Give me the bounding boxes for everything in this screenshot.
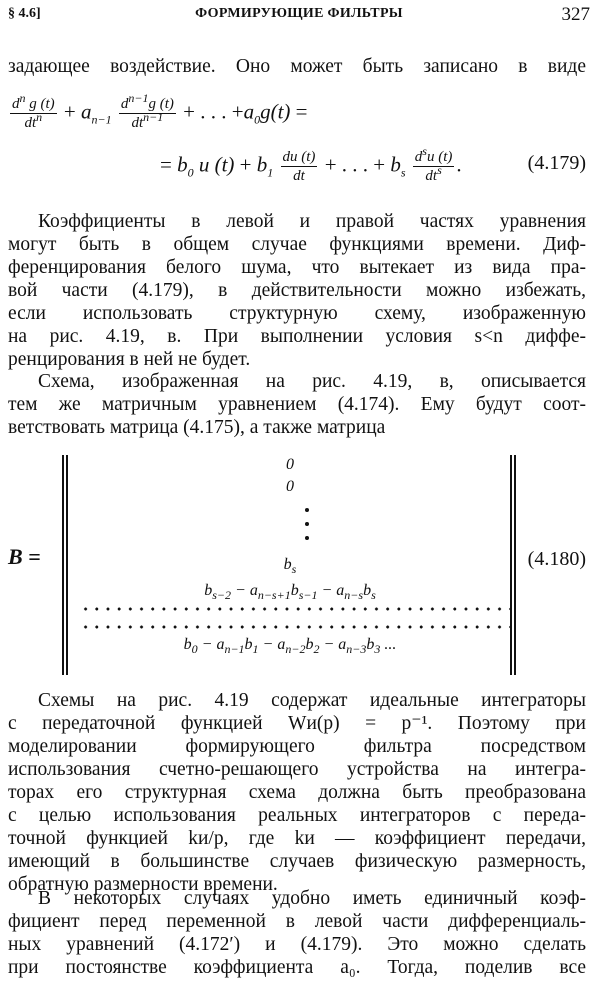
intro-line: задающее воздействие. Оно может быть записано в виде [8, 56, 586, 77]
page-number: 327 [561, 4, 590, 25]
para4-line: при постоянстве коэффициента a₀. Тогда, поделив все [8, 957, 586, 978]
matrix-label: B = [8, 544, 41, 569]
matrix-row: 0 [286, 478, 294, 495]
matrix-row: 0 [286, 456, 294, 473]
matrix-left-bar [62, 455, 68, 675]
para3-line: Схемы на рис. 4.19 содержат идеальные интеграторы [38, 690, 586, 711]
para3-line: точной функцией kи/p, где kи — коэффициент передачи, [8, 828, 586, 849]
para1-line: на рис. 4.19, в. При выполнении условия s<n диффе- [8, 326, 586, 347]
matrix-vdot [305, 508, 309, 512]
equation-4179-line1: $\frac{d^n g (t)}{dt^n}$ + $a_{n-1}$ $\frac{d^{n-1}g (t)}{dt^{n-1}}$ + . . . $+a_0g(t)$ = [12, 91, 308, 131]
para1-line: ференцирования белого шума, что вытекает из вида пра- [8, 257, 586, 278]
para1-line: если использовать структурную схему, изображенную [8, 303, 586, 324]
equation-number-4179: (4.179) [527, 152, 586, 174]
section-number: § 4.6] [8, 6, 41, 21]
para2-line: Схема, изображенная на рис. 4.19, в, описывается [38, 371, 586, 392]
matrix-dot-row [80, 625, 510, 629]
chapter-title: ФОРМИРУЮЩИЕ ФИЛЬТРЫ [195, 6, 403, 21]
para4-line: В некоторых случаях удобно иметь единичный коэф- [38, 888, 586, 909]
para3-line: моделировании формирующего фильтра посредством [8, 736, 586, 757]
para3-line: с целью использования реальных интеграторов с переда- [8, 805, 586, 826]
para3-line: с передаточной функцией Wи(p) = p⁻¹. Поэтому при [8, 713, 586, 734]
matrix-right-bar [510, 455, 516, 675]
matrix-row-bs: $b_s$ [283, 556, 297, 577]
matrix-row-bs2: $b_{s-2} - a_{n-s+1}b_{s-1} - a_{n-s}b_s$ [204, 582, 376, 603]
para3-line: имеющий в большинстве случаев физическую размерность, [8, 851, 586, 872]
para3-line: обратную размерности времени. [8, 874, 278, 895]
para2-line: тем же матричным уравнением (4.174). Ему будут соот- [8, 394, 586, 415]
equation-number-4180: (4.180) [527, 548, 586, 570]
para1-line: могут быть в общем случае функциями времени. Диф- [8, 234, 586, 255]
matrix-row-b0: $b_0 - a_{n-1}b_1 - a_{n-2}b_2 - a_{n-3}b_3$ ... [183, 636, 397, 657]
matrix-dot-row [80, 607, 510, 611]
para1-line: Коэффициенты в левой и правой частях уравнения [38, 211, 586, 232]
para1-line: ренцирования в ней не будет. [8, 349, 251, 370]
para4-line: фициент перед переменной в левой части дифференциаль- [8, 911, 586, 932]
equation-4179-line2: = $b_0$ u $(t) + b_1$ $\frac{du (t)}{dt}$ + . . . + $b_s$ $\frac{d^su (t)}{dt^s}$ . [160, 144, 462, 184]
para1-line: вой части (4.179), в действительности можно избежать, [8, 280, 586, 301]
matrix-vdot [305, 536, 309, 540]
running-header [8, 4, 590, 28]
para3-line: использования счетно-решающего устройства на интегра- [8, 759, 586, 780]
para3-line: торах его структурная схема должна быть преобразована [8, 782, 586, 803]
matrix-vdot [305, 522, 309, 526]
para4-line: ных уравнений (4.172′) и (4.179). Это можно сделать [8, 934, 586, 955]
para2-line: ветствовать матрица (4.175), а также матрица [8, 417, 386, 438]
